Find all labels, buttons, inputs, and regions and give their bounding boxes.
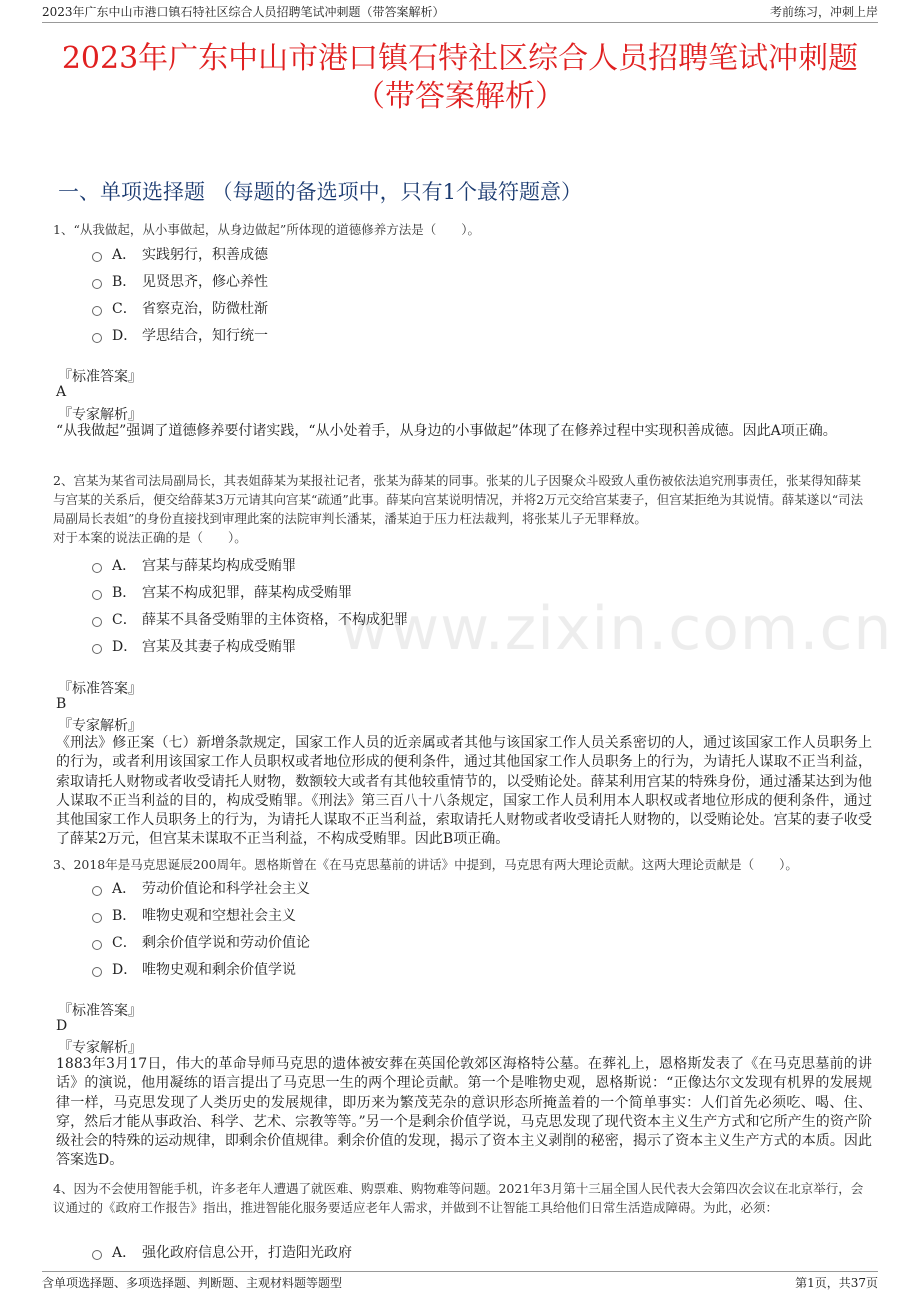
analysis-label: 『专家解析』: [58, 1040, 142, 1056]
radio-icon[interactable]: [92, 617, 102, 627]
option-c[interactable]: C． 省察克治，防微杜渐: [92, 298, 268, 318]
answer-label: 『标准答案』: [58, 681, 142, 697]
question-2-stem: 2、宫某为某省司法局副局长，其表姐薛某为某报社记者，张某为薛某的同事。张某的儿子因聚众斗殴致人重伤被依法追究刑事责任，张某得知薛某与宫某的关系后，便交给薛某3万元请其向宫某“疏通”此事。薛某向宫某说明情况，并将2万元交给宫某妻子，但宫某拒绝为其说情。薛某遂以“司法局副局长表姐”的身份直接找到审理此案的法院审判长潘某，潘某迫于压力枉法裁判，将张某儿子无罪释放。: [53, 473, 864, 526]
radio-icon[interactable]: [92, 333, 102, 343]
question-4-stem: 4、因为不会使用智能手机，许多老年人遭遇了就医难、购票难、购物难等问题。2021年3月第十三届全国人民代表大会第四次会议在北京举行，会议通过的《政府工作报告》指出，推进智能化服务要适应老年人需求，并做到不让智能工具给他们日常生活造成障碍。为此，必须：: [53, 1181, 864, 1215]
option-d[interactable]: D． 唯物史观和剩余价值学说: [92, 959, 296, 979]
question-1-stem: 1、“从我做起，从小事做起，从身边做起”所体现的道德修养方法是（ ）。: [53, 222, 480, 237]
answer-label: 『标准答案』: [58, 369, 142, 385]
option-a[interactable]: A． 宫某与薛某均构成受贿罪: [92, 555, 296, 575]
option-b[interactable]: B． 唯物史观和空想社会主义: [92, 905, 296, 925]
option-b[interactable]: B． 宫某不构成犯罪，薛某构成受贿罪: [92, 582, 352, 602]
analysis-text: 《刑法》修正案（七）新增条款规定，国家工作人员的近亲属或者其他与该国家工作人员关系密切的人，通过该国家工作人员职务上的行为，或者利用该国家工作人员职权或者地位形成的便利条件，通过其他国家工作人员职务上的行为，为请托人谋取不正当利益，索取请托人财物或者收受请托人财物，数额较大或者有其他较重情节的，以受贿论处。薛某利用宫某的特殊身份，通过潘某达到为他人谋取不正当利益的目的，构成受贿罪。《刑法》第三百八十八条规定，国家工作人员利用本人职权或者地位形成的便利条件，通过其他国家工作人员职务上的行为，为请托人谋取不正当利益，索取请托人财物或者收受请托人财物的，以受贿论处。宫某的妻子收受了薛某2万元，但宫某未谋取不正当利益，不构成受贿罪。因此B项正确。: [56, 735, 872, 848]
header-slogan: 考前练习，冲刺上岸: [769, 4, 878, 19]
answer-value: B: [56, 696, 67, 712]
option-b[interactable]: B． 见贤思齐，修心养性: [92, 271, 268, 291]
radio-icon[interactable]: [92, 967, 102, 977]
option-a[interactable]: A． 劳动价值论和科学社会主义: [92, 878, 310, 898]
title-line-1: 2023年广东中山市港口镇石特社区综合人员招聘笔试冲刺题: [61, 41, 859, 76]
radio-icon[interactable]: [92, 644, 102, 654]
header-title: 2023年广东中山市港口镇石特社区综合人员招聘笔试冲刺题（带答案解析）: [42, 4, 445, 19]
option-c[interactable]: C． 薛某不具备受贿罪的主体资格，不构成犯罪: [92, 609, 408, 629]
analysis-text: “从我做起”强调了道德修养要付诸实践，“从小处着手，从身边的小事做起”体现了在修养过程中实现积善成德。因此A项正确。: [56, 423, 837, 439]
radio-icon[interactable]: [92, 940, 102, 950]
title-line-2: （带答案解析）: [355, 79, 565, 114]
analysis-text: 1883年3月17日，伟大的革命导师马克思的遗体被安葬在英国伦敦郊区海格特公墓。在葬礼上，恩格斯发表了《在马克思墓前的讲话》的演说，他用凝练的语言提出了马克思一生的两个理论贡献。第一个是唯物史观，恩格斯说：“正像达尔文发现有机界的发展规律一样，马克思发现了人类历史的发展规律，即历来为繁茂芜杂的意识形态所掩盖着的一个简单事实：人们首先必须吃、喝、住、穿，然后才能从事政治、科学、艺术、宗教等等。”另一个是剩余价值学说，马克思发现了现代资本主义生产方式和它所产生的资产阶级社会的特殊的运动规律，即剩余价值规律。剩余价值的发现，揭示了资本主义剥削的秘密，揭示了资本主义生产方式的本质。因此答案选D。: [56, 1056, 872, 1169]
radio-icon[interactable]: [92, 279, 102, 289]
question-2-prompt: 对于本案的说法正确的是（ ）。: [53, 530, 247, 545]
page-footer: [42, 1271, 878, 1292]
radio-icon[interactable]: [92, 1250, 102, 1260]
question-3-stem: 3、2018年是马克思诞辰200周年。恩格斯曾在《在马克思墓前的讲话》中提到，马克思有两大理论贡献。这两大理论贡献是（ ）。: [53, 857, 798, 872]
radio-icon[interactable]: [92, 590, 102, 600]
analysis-label: 『专家解析』: [58, 407, 142, 423]
radio-icon[interactable]: [92, 252, 102, 262]
section-heading: 一、单项选择题 （每题的备选项中，只有1个最符题意）: [58, 180, 583, 204]
radio-icon[interactable]: [92, 913, 102, 923]
option-d[interactable]: D． 宫某及其妻子构成受贿罪: [92, 636, 296, 656]
watermark: www.zixin.com.cn: [340, 594, 893, 664]
document-title: [40, 40, 880, 116]
option-d[interactable]: D． 学思结合，知行统一: [92, 325, 268, 345]
page-number: 第1页，共37页: [795, 1275, 878, 1290]
option-c[interactable]: C． 剩余价值学说和劳动价值论: [92, 932, 310, 952]
answer-label: 『标准答案』: [58, 1003, 142, 1019]
footer-note: 含单项选择题、多项选择题、判断题、主观材料题等题型: [42, 1275, 343, 1290]
analysis-label: 『专家解析』: [58, 718, 142, 734]
answer-value: D: [56, 1018, 68, 1034]
page-header: [42, 0, 878, 23]
radio-icon[interactable]: [92, 306, 102, 316]
radio-icon[interactable]: [92, 563, 102, 573]
answer-value: A: [56, 384, 67, 400]
radio-icon[interactable]: [92, 886, 102, 896]
option-a[interactable]: A． 强化政府信息公开，打造阳光政府: [92, 1242, 352, 1262]
option-a[interactable]: A． 实践躬行，积善成德: [92, 244, 268, 264]
